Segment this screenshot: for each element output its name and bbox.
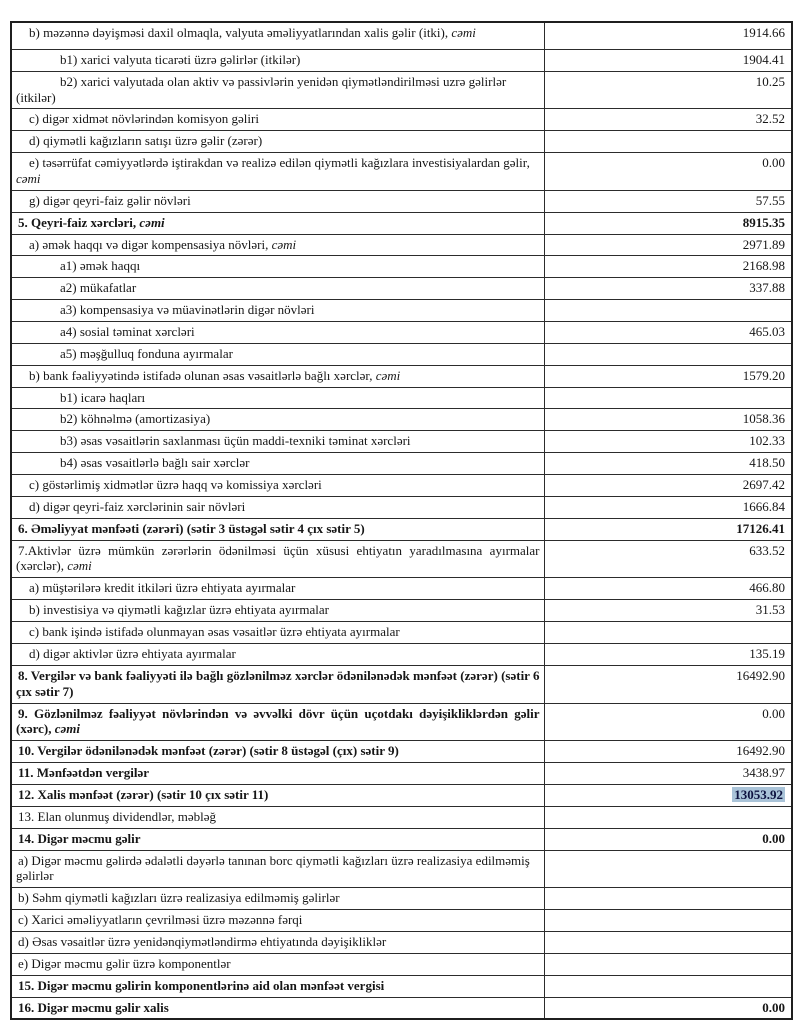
row-label-text: b1) xarici valyuta ticarəti üzrə gəlirlər (itkilər) — [60, 51, 301, 67]
row-label-text: a4) sosial təminat xərcləri — [60, 324, 195, 340]
table-row — [11, 153, 792, 191]
row-value — [544, 578, 792, 600]
row-value — [544, 600, 792, 622]
row-label — [11, 22, 544, 49]
row-value — [544, 278, 792, 300]
row-label — [11, 888, 544, 910]
table-row — [11, 22, 792, 49]
row-label — [11, 953, 544, 975]
row-value-text: 1666.84 — [742, 498, 785, 514]
row-label — [11, 763, 544, 785]
row-value — [544, 453, 792, 475]
row-label-text: a) əmək haqqı və digər kompensasiya növləri, — [29, 236, 269, 252]
row-label — [11, 431, 544, 453]
row-label — [11, 518, 544, 540]
row-label — [11, 910, 544, 932]
table-row — [11, 131, 792, 153]
row-value-text: 57.55 — [755, 192, 785, 208]
row-label — [11, 850, 544, 888]
row-value — [544, 741, 792, 763]
table-row — [11, 234, 792, 256]
row-label-text: 11. Mənfəətdən vergilər — [18, 765, 150, 781]
row-label-text: e) Digər məcmu gəlir üzrə komponentlər — [18, 955, 231, 971]
row-label-text: b) investisiya və qiymətli kağızlar üzrə ehtiyata ayırmalar — [29, 602, 329, 618]
row-value — [544, 806, 792, 828]
row-value — [544, 409, 792, 431]
row-value-text: 1058.36 — [742, 411, 785, 427]
table-row — [11, 475, 792, 497]
row-label-text: 14. Digər məcmu gəlir — [18, 830, 141, 846]
table-row — [11, 71, 792, 109]
table-row — [11, 387, 792, 409]
row-value — [544, 850, 792, 888]
row-value — [544, 953, 792, 975]
row-value-text: 1904.41 — [742, 51, 785, 67]
table-row — [11, 300, 792, 322]
row-label — [11, 234, 544, 256]
table-row — [11, 109, 792, 131]
table-row — [11, 540, 792, 578]
row-value — [544, 387, 792, 409]
row-value — [544, 256, 792, 278]
row-label-text: 5. Qeyri-faiz xərcləri, — [18, 214, 137, 230]
row-label — [11, 109, 544, 131]
row-label-text: b) Səhm qiymətli kağızları üzrə realizasiya edilməmiş gəlirlər — [18, 890, 340, 906]
row-label-text: c) göstərlimiş xidmətlər üzrə haqq və komissiya xərcləri — [29, 477, 322, 493]
table-row — [11, 578, 792, 600]
row-label — [11, 578, 544, 600]
row-label-text: 8. Vergilər və bank fəaliyyəti ilə bağlı gözlənilməz xərclər ödənilənədək mənfəət (zərər) (sətir 6 çıx sətir 7) — [16, 667, 540, 699]
row-label-text: d) digər aktivlər üzrə ehtiyata ayırmalar — [29, 645, 236, 661]
table-row — [11, 496, 792, 518]
row-label — [11, 540, 544, 578]
row-label-text: a5) məşğulluq fonduna ayırmalar — [60, 345, 233, 361]
table-row — [11, 665, 792, 703]
row-label-text: a1) əmək haqqı — [60, 258, 141, 274]
row-value-text: 135.19 — [749, 645, 785, 661]
row-label-text: 16. Digər məcmu gəlir xalis — [18, 999, 169, 1015]
row-value-text: 3438.97 — [742, 765, 785, 781]
income-statement-rows — [11, 22, 792, 1019]
table-row — [11, 643, 792, 665]
row-label-text: d) digər qeyri-faiz xərclərinin sair növləri — [29, 498, 246, 514]
row-value — [544, 234, 792, 256]
table-row — [11, 431, 792, 453]
table-row — [11, 278, 792, 300]
row-label — [11, 806, 544, 828]
row-value — [544, 153, 792, 191]
row-label-text: a3) kompensasiya və müavinətlərin digər növləri — [60, 302, 315, 318]
row-value-text: 337.88 — [749, 280, 785, 296]
table-row — [11, 763, 792, 785]
row-value — [544, 540, 792, 578]
row-value-text: 32.52 — [755, 111, 785, 127]
row-value — [544, 190, 792, 212]
table-row — [11, 343, 792, 365]
row-value-text: 465.03 — [749, 324, 785, 340]
row-label — [11, 212, 544, 234]
row-value — [544, 643, 792, 665]
row-value — [544, 518, 792, 540]
row-label — [11, 997, 544, 1019]
row-value-text: 16492.90 — [736, 743, 785, 759]
row-label-italic-suffix: cəmi — [375, 367, 401, 383]
row-value-text: 0.00 — [762, 155, 785, 171]
row-value — [544, 763, 792, 785]
table-row — [11, 975, 792, 997]
row-value-text: 10.25 — [755, 73, 785, 89]
row-label-italic-suffix: cəmi — [139, 214, 165, 230]
table-row — [11, 190, 792, 212]
table-row — [11, 850, 792, 888]
row-label-text: e) təsərrüfat cəmiyyətlərdə iştirakdan və realizə edilən qiymətli kağızlara investisiyalardan gəlir, — [29, 155, 530, 171]
row-value — [544, 431, 792, 453]
row-label-text: a2) mükafatlar — [60, 280, 137, 296]
row-value-text: 0.00 — [762, 705, 785, 721]
table-row — [11, 409, 792, 431]
row-label-text: a) müştərilərə kredit itkiləri üzrə ehtiyata ayırmalar — [29, 580, 296, 596]
row-value — [544, 49, 792, 71]
row-value — [544, 496, 792, 518]
row-label-text: d) qiymətli kağızların satışı üzrə gəlir (zərər) — [29, 133, 263, 149]
row-label-text: a) Digər məcmu gəlirdə ədalətli dəyərlə tanınan borc qiymətli kağızları üzrə realizasiya edilməmiş gəlirlər — [16, 852, 530, 884]
row-value — [544, 975, 792, 997]
row-label — [11, 153, 544, 191]
row-value-text: 1914.66 — [742, 25, 785, 40]
row-value — [544, 888, 792, 910]
row-label-text: 9. Gözlənilməz fəaliyyət növlərindən və əvvəlki dövr üçün uçotdakı dəyişikliklərdən gəlir (xərc), — [16, 705, 540, 737]
row-label — [11, 49, 544, 71]
row-label-text: b2) köhnəlmə (amortizasiya) — [60, 411, 211, 427]
row-label-text: 10. Vergilər ödənilənədək mənfəət (zərər) (sətir 8 üstəgəl (çıx) sətir 9) — [18, 743, 399, 759]
row-label — [11, 496, 544, 518]
row-value-text: 2971.89 — [742, 236, 785, 252]
table-row — [11, 953, 792, 975]
row-value — [544, 997, 792, 1019]
row-value — [544, 931, 792, 953]
row-label — [11, 453, 544, 475]
table-row — [11, 741, 792, 763]
row-label-italic-suffix: cəmi — [271, 236, 297, 252]
row-value-text: 418.50 — [749, 455, 785, 471]
row-label-italic-suffix: cəmi — [451, 25, 476, 40]
row-value-text: 633.52 — [749, 542, 785, 558]
row-label-text: b1) icarə haqları — [60, 389, 146, 405]
row-label — [11, 784, 544, 806]
row-value — [544, 910, 792, 932]
row-label-text: 15. Digər məcmu gəlirin komponentlərinə aid olan mənfəət vergisi — [18, 977, 385, 993]
table-row — [11, 322, 792, 344]
table-row — [11, 49, 792, 71]
table-row — [11, 888, 792, 910]
row-label-text: 12. Xalis mənfəət (zərər) (sətir 10 çıx sətir 11) — [18, 786, 269, 802]
table-row — [11, 212, 792, 234]
row-label — [11, 828, 544, 850]
row-label-text: c) bank işində istifadə olunmayan əsas vəsaitlər üzrə ehtiyata ayırmalar — [29, 624, 400, 640]
row-label — [11, 365, 544, 387]
row-label-text: b2) xarici valyutada olan aktiv və passivlərin yenidən qiymətləndirilməsi uzrə gəlirlər (itkilər) — [16, 73, 507, 105]
row-value — [544, 475, 792, 497]
row-label — [11, 643, 544, 665]
row-value-text: 2168.98 — [742, 258, 785, 274]
row-label-text: b) məzənnə dəyişməsi daxil olmaqla, valyuta əməliyyatlarından xalis gəlir (itki), — [29, 25, 449, 40]
row-value — [544, 784, 792, 806]
row-label — [11, 387, 544, 409]
table-row — [11, 453, 792, 475]
row-label-text: b4) əsas vəsaitlərlə bağlı sair xərclər — [60, 455, 250, 471]
row-label — [11, 409, 544, 431]
row-value — [544, 300, 792, 322]
row-label-text: b3) əsas vəsaitlərin saxlanması üçün maddi-texniki təminat xərcləri — [60, 433, 411, 449]
row-value-text: 2697.42 — [742, 477, 785, 493]
row-label-italic-suffix: cəmi — [54, 721, 80, 737]
table-row — [11, 622, 792, 644]
row-label-text: c) Xarici əməliyyatların çevrilməsi üzrə məzənnə fərqi — [18, 912, 303, 928]
row-value — [544, 622, 792, 644]
table-row — [11, 931, 792, 953]
row-label-text: 6. Əməliyyat mənfəəti (zərəri) (sətir 3 üstəgəl sətir 4 çıx sətir 5) — [18, 520, 365, 536]
row-value — [544, 212, 792, 234]
row-value — [544, 109, 792, 131]
row-label — [11, 703, 544, 741]
row-value — [544, 828, 792, 850]
row-label — [11, 975, 544, 997]
row-label-text: c) digər xidmət növlərindən komisyon gəliri — [29, 111, 259, 127]
table-row — [11, 518, 792, 540]
row-value — [544, 703, 792, 741]
table-row — [11, 600, 792, 622]
row-label — [11, 931, 544, 953]
row-value — [544, 71, 792, 109]
row-value-text: 1579.20 — [742, 367, 785, 383]
row-label-text: 7.Aktivlər üzrə mümkün zərərlərin ödənilməsi üçün xüsusi ehtiyatın yaradılmasına ayırmalar (xərclər), — [16, 542, 540, 574]
selected-value-highlight: 13053.92 — [734, 786, 783, 802]
row-label — [11, 741, 544, 763]
row-label-italic-suffix: cəmi — [16, 171, 41, 187]
row-label-text: b) bank fəaliyyətində istifadə olunan əsas vəsaitlərlə bağlı xərclər, — [29, 367, 373, 383]
row-value-text: 31.53 — [755, 602, 785, 618]
row-label-text: 13. Elan olunmuş dividendlər, məbləğ — [18, 808, 217, 824]
row-label — [11, 256, 544, 278]
table-row — [11, 997, 792, 1019]
table-row — [11, 703, 792, 741]
table-row — [11, 256, 792, 278]
row-value — [544, 322, 792, 344]
income-statement-table — [10, 21, 793, 1020]
row-value-text: 0.00 — [762, 999, 785, 1015]
row-label — [11, 300, 544, 322]
row-value — [544, 365, 792, 387]
row-value — [544, 665, 792, 703]
row-value-text: 8915.35 — [742, 214, 785, 230]
row-label — [11, 190, 544, 212]
table-row — [11, 828, 792, 850]
row-label — [11, 600, 544, 622]
row-value — [544, 22, 792, 49]
row-value-text: 17126.41 — [736, 520, 785, 536]
row-label — [11, 343, 544, 365]
row-label — [11, 622, 544, 644]
row-label-text: d) Əsas vəsaitlər üzrə yenidənqiymətləndirmə ehtiyatında dəyişikliklər — [18, 933, 387, 949]
row-label — [11, 131, 544, 153]
row-value-text: 16492.90 — [736, 667, 785, 683]
row-value — [544, 343, 792, 365]
table-row — [11, 365, 792, 387]
row-value-text: 102.33 — [749, 433, 785, 449]
table-row — [11, 806, 792, 828]
table-row — [11, 784, 792, 806]
table-row — [11, 910, 792, 932]
row-label — [11, 665, 544, 703]
row-label — [11, 475, 544, 497]
row-label — [11, 322, 544, 344]
row-label-italic-suffix: cəmi — [67, 558, 92, 574]
row-value — [544, 131, 792, 153]
row-label — [11, 278, 544, 300]
row-value-text: 466.80 — [749, 580, 785, 596]
row-label — [11, 71, 544, 109]
row-value-text: 0.00 — [762, 830, 785, 846]
row-label-text: g) digər qeyri-faiz gəlir növləri — [29, 192, 191, 208]
